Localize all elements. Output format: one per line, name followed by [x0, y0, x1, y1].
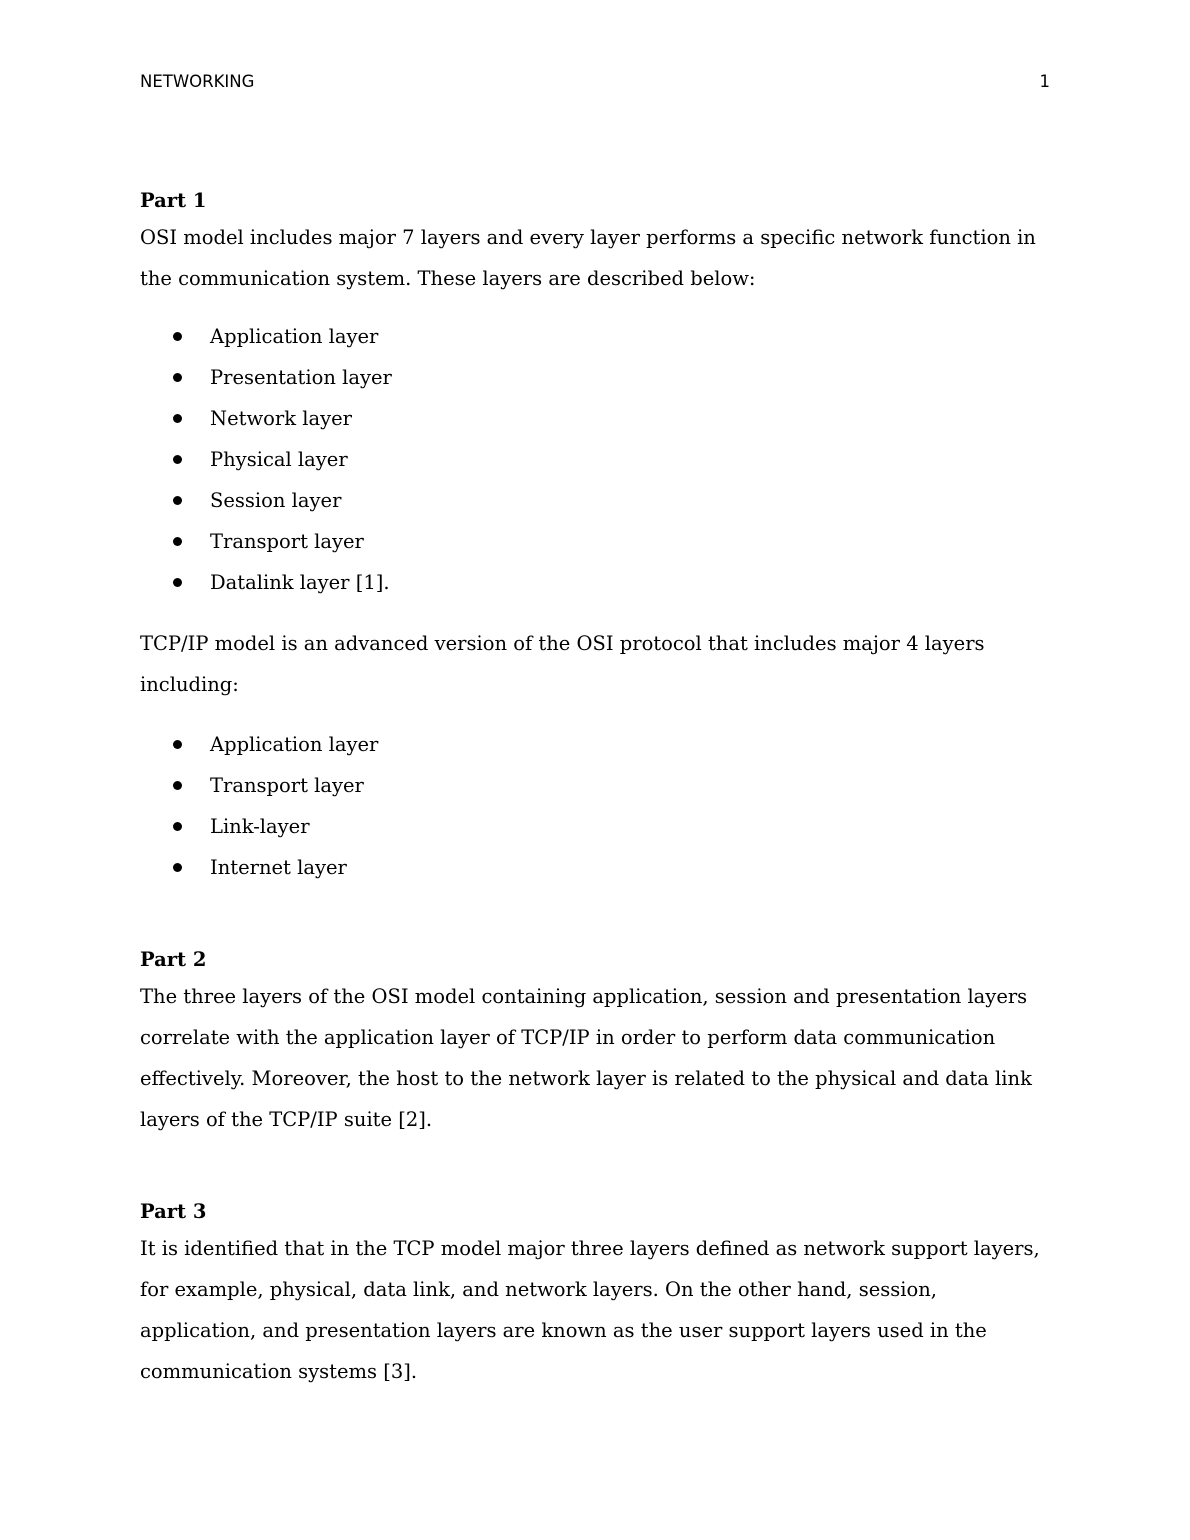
list-item: Transport layer [140, 521, 1052, 562]
list-item: Application layer [140, 316, 1052, 357]
list-item: Physical layer [140, 439, 1052, 480]
list-item: Session layer [140, 480, 1052, 521]
running-head: NETWORKING [140, 72, 255, 91]
list-item: Application layer [140, 724, 1052, 765]
part3-heading: Part 3 [140, 1200, 207, 1223]
list-item: Datalink layer [1]. [140, 562, 1052, 603]
document-body [140, 186, 1052, 1392]
page-number: 1 [1039, 72, 1050, 91]
part1-intro: OSI model includes major 7 layers and every layer performs a specific network function in the communication system. These layers are described below: [140, 226, 1036, 290]
bullet-icon [173, 496, 182, 505]
part3-text: It is identified that in the TCP model major three layers defined as network support layers, for example, physical, data link, and network layers. On the other hand, session, application, and presentation layers are known as the user support layers used in the communication systems [3]. [140, 1237, 1040, 1383]
osi-layer-list [140, 316, 1052, 603]
list-item: Presentation layer [140, 357, 1052, 398]
tcp-intro: TCP/IP model is an advanced version of the OSI protocol that includes major 4 layers including: [140, 632, 985, 696]
bullet-icon [173, 781, 182, 790]
tcp-layer-list [140, 724, 1052, 888]
bullet-icon [173, 740, 182, 749]
part2-text: The three layers of the OSI model containing application, session and presentation layers correlate with the application layer of TCP/IP in order to perform data communication effectively. Moreover, the host to the network layer is related to the physical and data link layers of the TCP/IP suite [2]. [140, 985, 1032, 1131]
bullet-icon [173, 332, 182, 341]
bullet-icon [173, 863, 182, 872]
page-header [140, 72, 1050, 96]
list-item: Network layer [140, 398, 1052, 439]
bullet-icon [173, 373, 182, 382]
list-item: Transport layer [140, 765, 1052, 806]
bullet-icon [173, 455, 182, 464]
part1-heading: Part 1 [140, 189, 207, 212]
list-item: Link-layer [140, 806, 1052, 847]
bullet-icon [173, 822, 182, 831]
bullet-icon [173, 578, 182, 587]
bullet-icon [173, 537, 182, 546]
list-item: Internet layer [140, 847, 1052, 888]
part2-heading: Part 2 [140, 948, 207, 971]
bullet-icon [173, 414, 182, 423]
